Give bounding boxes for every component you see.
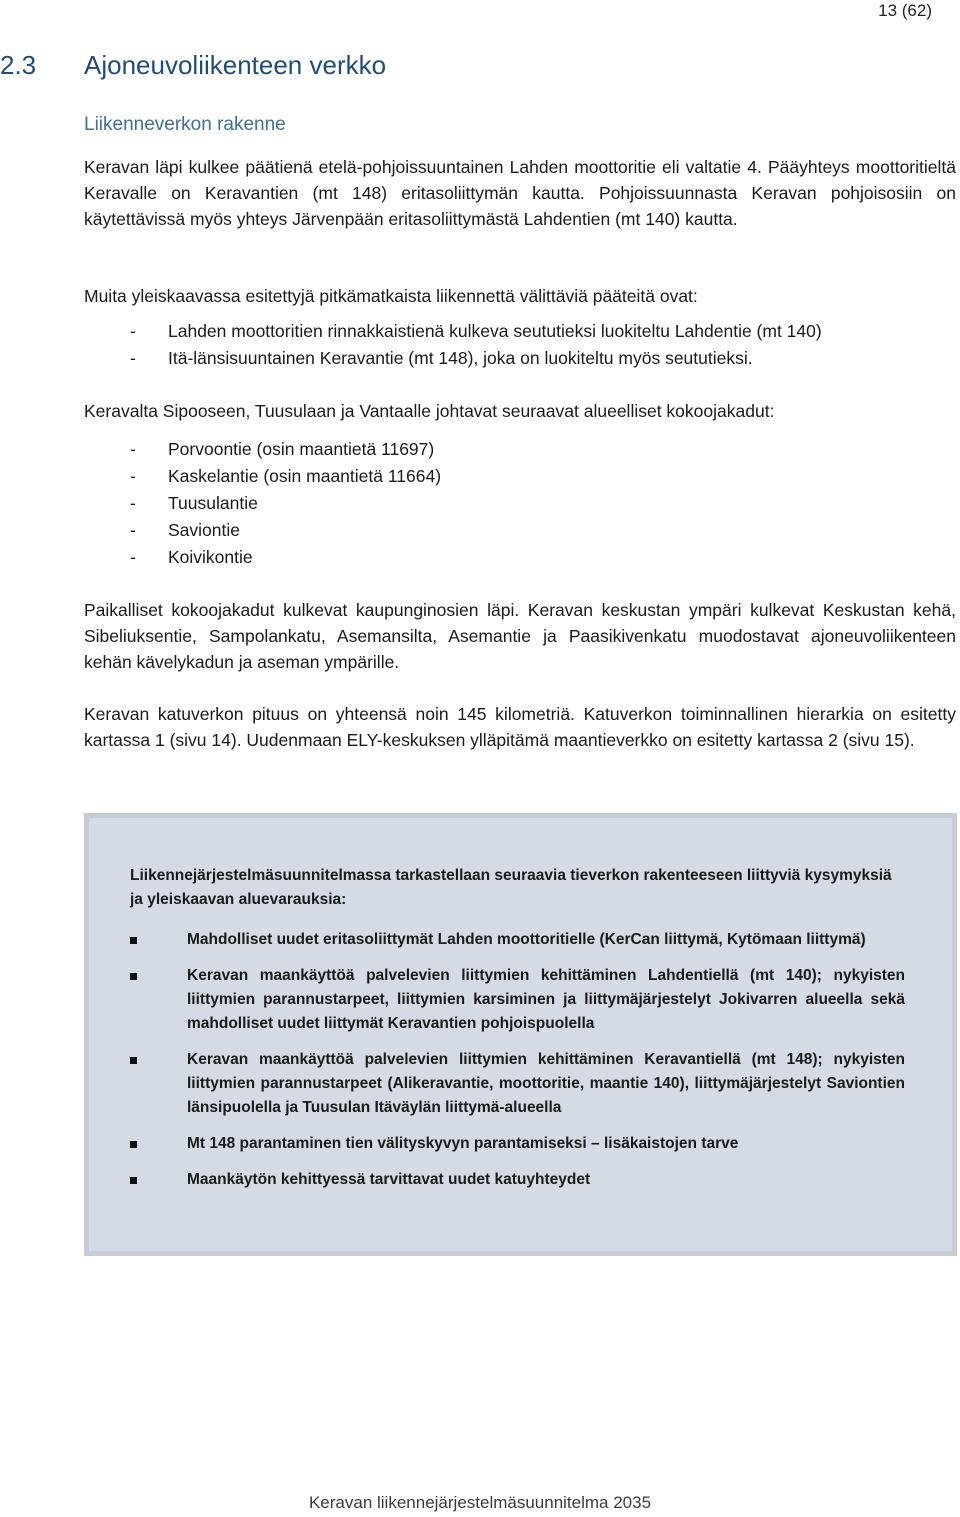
page-number: 13 (62) [878,1,932,20]
paragraph-local-streets: Paikalliset kokoojakadut kulkevat kaupunginosien läpi. Keravan keskustan ympäri kulkevat Keskustan kehä, Sibeliuksentie, Sampolankatu, Asemansilta, Asemantie ja Paasikivenkatu muodostavat ajoneuvoliikenteen kehän kävelykadun ja aseman ympärille. [84,600,956,672]
list-item: - Kaskelantie (osin maantietä 11664) [130,463,950,490]
dash-marker: - [130,493,136,513]
info-box [84,813,957,1256]
info-box-intro: Liikennejärjestelmäsuunnitelmassa tarkastellaan seuraavia tieverkon rakenteeseen liittyviä kysymyksiä ja yleiskaavan aluevarauksia: [130,867,892,908]
dash-marker: - [130,547,136,567]
list-item: - Saviontie [130,517,950,544]
paragraph-other-roads-intro: Muita yleiskaavassa esitettyjä pitkämatkaista liikennettä välittäviä pääteitä ovat: [84,286,698,306]
bullet-square-icon [130,1141,137,1148]
list-item: - Lahden moottoritien rinnakkaistienä kulkeva seututieksi luokiteltu Lahdentie (mt 140) [130,318,950,345]
main-roads-list [130,318,950,372]
dash-marker: - [130,466,136,486]
dash-marker: - [130,439,136,459]
paragraph-main-road: Keravan läpi kulkee päätienä etelä-pohjoissuuntainen Lahden moottoritie eli valtatie 4. Pääyhteys moottoritieltä Keravalle on Keravantien (mt 148) eritasoliittymän kautta. Pohjoissuunnasta Keravan pohjoisosiin on käytettävissä myös yhteys Järvenpään eritasoliittymästä Lahdentien (mt 140) kautta. [84,157,956,229]
subheading: Liikenneverkon rakenne [84,114,286,135]
list-item: - Tuusulantie [130,490,950,517]
bullet-square-icon [130,1177,137,1184]
list-item: Keravan maankäyttöä palvelevien liittymien kehittäminen Lahdentiellä (mt 140); nykyisten liittymien parannustarpeet, liittymien karsiminen ja liittymäjärjestelyt Jokivarren alueella sekä mahdolliset uudet liittymät Keravantien pohjoispuolella [130,964,905,1036]
bullet-square-icon [130,1057,137,1064]
list-item: Keravan maankäyttöä palvelevien liittymien kehittäminen Keravantiellä (mt 148); nykyisten liittymien parannustarpeet (Alikeravantie, moottoritie, maantie 140), liittymäjärjestelyt Saviontien länsipuolella ja Tuusulan Itäväylän liittymä-alueella [130,1048,905,1120]
paragraph-street-network-length: Keravan katuverkon pituus on yhteensä noin 145 kilometriä. Katuverkon toiminnallinen hierarkia on esitetty kartassa 1 (sivu 14). Uudenmaan ELY-keskuksen ylläpitämä maantieverkko on esitetty kartassa 2 (sivu 15). [84,704,956,750]
section-number: 2.3 [0,50,37,80]
dash-marker: - [130,520,136,540]
info-box-list [130,928,905,1204]
dash-marker: - [130,321,136,341]
page-footer: Keravan liikennejärjestelmäsuunnitelma 2035 [308,1493,652,1512]
collector-streets-list [130,436,950,571]
bullet-square-icon [130,937,137,944]
list-item: Maankäytön kehittyessä tarvittavat uudet katuyhteydet [130,1168,905,1192]
list-item: Mt 148 parantaminen tien välityskyvyn parantamiseksi – lisäkaistojen tarve [130,1132,905,1156]
list-item: Mahdolliset uudet eritasoliittymät Lahden moottoritielle (KerCan liittymä, Kytömaan liittymä) [130,928,905,952]
section-title: Ajoneuvoliikenteen verkko [84,50,387,80]
section-heading [0,50,386,81]
list-item: - Porvoontie (osin maantietä 11697) [130,436,950,463]
paragraph-collector-intro: Keravalta Sipooseen, Tuusulaan ja Vantaalle johtavat seuraavat alueelliset kokoojakadut: [84,401,775,421]
bullet-square-icon [130,973,137,980]
list-item: - Itä-länsisuuntainen Keravantie (mt 148), joka on luokiteltu myös seututieksi. [130,345,950,372]
dash-marker: - [130,348,136,368]
list-item: - Koivikontie [130,544,950,571]
